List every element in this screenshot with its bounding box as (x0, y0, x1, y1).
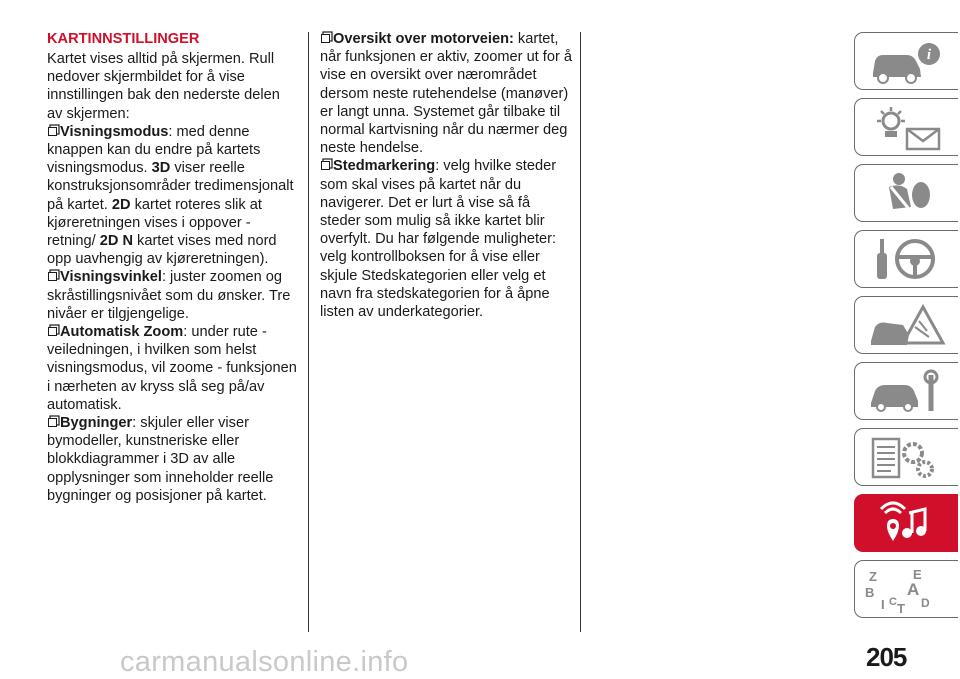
tab-warning-lights[interactable] (854, 98, 958, 156)
item-bold: 2D (111, 196, 131, 213)
svg-text:T: T (897, 601, 905, 615)
tab-multimedia[interactable] (854, 494, 958, 552)
svg-text:I: I (881, 597, 885, 612)
item-term: Bygninger (60, 415, 133, 432)
item-text: kartet, når funksjonen er aktiv, zoomer ut for å vise en oversikt over nærområdet dersom neste rutehendelse (manøver) er langt unna. Systemet går tilbake til normal kartvisning når du nærmer deg neste hendelse. (320, 31, 572, 157)
index-letters-icon (863, 565, 953, 615)
item-term: Automatisk Zoom (60, 324, 184, 341)
svg-text:B: B (865, 585, 875, 600)
section-heading: KARTINNSTILLINGER (47, 31, 200, 47)
item-term: Stedmarkering (333, 158, 436, 175)
right-column (320, 30, 572, 321)
bullet-box-icon (48, 418, 57, 427)
intro-text: Kartet vises alltid på skjermen. Rull nedover skjermbildet for å vise innstillingen bak den nederste delen av skjermen: (47, 51, 280, 122)
page-number: 205 (866, 642, 907, 672)
list-item (320, 30, 572, 157)
svg-text:D: D (921, 596, 930, 610)
svg-text:Z: Z (869, 569, 877, 584)
key-steering-wheel-icon (863, 235, 953, 285)
tab-technical-data[interactable] (854, 428, 958, 486)
left-column (47, 50, 299, 505)
column-divider (308, 32, 309, 632)
bullet-box-icon (321, 161, 330, 170)
watermark: carmanualsonline.info (120, 646, 409, 678)
list-item (320, 157, 572, 321)
warning-light-envelope-icon (863, 103, 953, 153)
column-divider (580, 32, 581, 632)
svg-text:i: i (926, 47, 932, 63)
item-bold: 3D (151, 160, 171, 177)
svg-text:E: E (913, 567, 922, 582)
item-bold: 2D N (99, 233, 133, 250)
item-term: Visningsmodus (60, 123, 169, 140)
svg-text:C: C (889, 596, 897, 608)
tab-emergency[interactable] (854, 296, 958, 354)
item-text: kartet vises med nord opp uavhengig av kjøreretningen). (47, 233, 277, 268)
item-text: : velg hvilke steder som skal vises på kartet når du navigerer. Det er lurt å vise så få steder som mulig så ikke kartet blir overfylt. Du har følgende muligheter: velg kontrollboksen for å vise eller skjule Stedskategorien eller velg et navn fra stedskategorien for å åpne listen av underkategorier. (320, 158, 557, 321)
bullet-box-icon (48, 127, 57, 136)
bullet-box-icon (48, 272, 57, 281)
item-text: : skjuler eller viser bymodeller, kunstneriske eller blokkdiagrammer i 3D av alle opplysninger som inneholder reelle bygninger og posisjoner på kartet. (47, 415, 274, 504)
list-item (47, 323, 299, 414)
list-item (47, 123, 299, 269)
car-info-icon (863, 37, 953, 87)
car-wrench-icon (863, 367, 953, 417)
item-text: viser reelle konstruksjonsområder tredimensjonalt på kartet. (47, 160, 294, 213)
bullet-box-icon (321, 34, 330, 43)
tab-starting-driving[interactable] (854, 230, 958, 288)
item-term: Visningsvinkel (60, 269, 162, 286)
svg-text:A: A (907, 580, 920, 599)
item-text: : under rute - veiledningen, i hvilken som helst visningsmodus, vil zoome - funksjonen i nærheten av kryss slå seg på/av automatisk. (47, 324, 297, 413)
tab-maintenance[interactable] (854, 362, 958, 420)
item-text: : juster zoomen og skråstillingsnivået som du ønsker. Tre nivåer er tilgjengelige. (47, 269, 291, 322)
bullet-box-icon (48, 327, 57, 336)
item-text: : med denne knappen kan du endre på kartets visningsmodus. (47, 123, 261, 177)
list-item (47, 268, 299, 323)
tab-safety[interactable] (854, 164, 958, 222)
tab-index[interactable] (854, 560, 958, 618)
list-gears-icon (863, 433, 953, 483)
tab-car-info[interactable] (854, 32, 958, 90)
list-item (47, 414, 299, 505)
multimedia-navigation-icon (863, 499, 953, 549)
item-text: kartet roteres slik at kjøreretningen vises i oppover - retning/ (47, 196, 262, 250)
car-crash-warning-icon (863, 301, 953, 351)
item-term: Oversikt over motorveien: (333, 31, 514, 47)
seatbelt-airbag-icon (863, 169, 953, 219)
